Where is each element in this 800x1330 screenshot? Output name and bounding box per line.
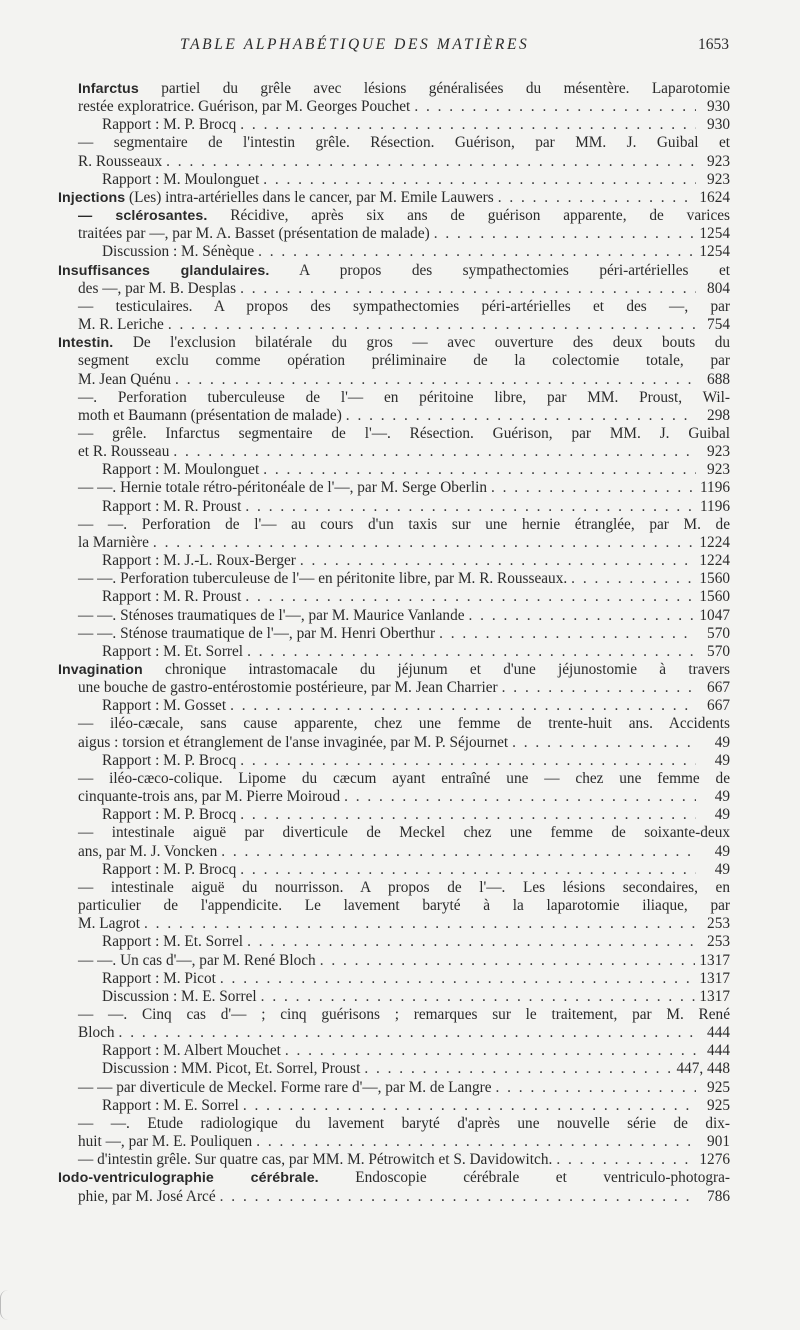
index-line <box>58 516 730 534</box>
entry-body: — —. Hernie totale rétro-péritonéale de l'—, par M. Serge Oberlin <box>78 479 487 497</box>
index-line <box>58 1115 730 1133</box>
leader-dots <box>285 1042 696 1060</box>
leader-dots <box>173 443 696 461</box>
index-line <box>58 970 730 988</box>
entry-body: Discussion : MM. Picot, Et. Sorrel, Proust <box>102 1060 361 1078</box>
leader-dots <box>491 479 696 497</box>
entry-body: traitées par —, par M. A. Basset (présentation de malade) <box>78 225 430 243</box>
index-line <box>58 153 730 171</box>
entry-text <box>58 262 730 280</box>
entry-body: Rapport : M. Picot <box>102 969 216 987</box>
entry-body: partiel du grêle avec lésions généralisées du mésentère. Laparotomie <box>138 80 730 97</box>
index-line <box>58 425 730 443</box>
index-line <box>58 1133 730 1151</box>
index-line <box>58 389 730 407</box>
entry-page-ref: 923 <box>707 152 730 170</box>
entry-text <box>78 80 730 98</box>
entry-page-ref: 253 <box>707 915 730 933</box>
entry-text <box>102 171 259 189</box>
entry-text <box>78 788 340 806</box>
index-line <box>58 715 730 733</box>
index-line <box>58 552 730 570</box>
entry-page-ref: 1276 <box>699 1151 730 1169</box>
entry-text <box>102 933 243 951</box>
entry-page-ref: 923 <box>707 461 730 479</box>
index-line <box>58 498 730 516</box>
index-line <box>58 371 730 389</box>
leader-dots <box>240 752 696 770</box>
entry-body: Rapport : M. Gosset <box>102 697 227 715</box>
entry-body: — grêle. Infarctus segmentaire de l'—. Résection. Guérison, par MM. J. Guibal <box>78 424 730 442</box>
index-line <box>58 171 730 189</box>
entry-page-ref: 1624 <box>699 188 730 206</box>
leader-dots <box>153 534 695 552</box>
entry-text <box>78 407 342 425</box>
leader-dots <box>496 1079 697 1097</box>
entry-body: — intestinale aiguë par diverticule de Meckel chez une femme de soixante-deux <box>78 824 730 842</box>
entry-text <box>78 1115 730 1133</box>
entry-body: Bloch <box>78 1024 115 1042</box>
entry-text <box>102 1097 239 1115</box>
index-line <box>58 570 730 588</box>
leader-dots <box>168 316 696 334</box>
index-line <box>58 225 730 243</box>
index-line <box>58 770 730 788</box>
entry-body: huit —, par M. E. Pouliquen <box>78 1133 253 1151</box>
entry-body: M. R. Leriche <box>78 316 164 334</box>
entry-body: — —. Perforation de l'— au cours d'un taxis sur une hernie étranglée, par M. de <box>78 515 730 533</box>
entry-text <box>78 534 149 552</box>
index-line <box>58 625 730 643</box>
entry-text <box>78 280 236 298</box>
entry-page-ref: 444 <box>707 1042 730 1060</box>
entry-body: Rapport : M. Et. Sorrel <box>102 642 244 660</box>
entry-text <box>78 1024 115 1042</box>
entry-body: Rapport : M. P. Brocq <box>102 806 237 824</box>
leader-dots <box>230 697 696 715</box>
leader-dots <box>221 843 696 861</box>
entry-page-ref: 930 <box>707 116 730 134</box>
leader-dots <box>240 116 696 134</box>
index-line <box>58 407 730 425</box>
entry-heading: — sclérosantes. <box>78 208 208 225</box>
index-line <box>58 316 730 334</box>
entry-body: Rapport : M. Moulonguet <box>102 170 260 188</box>
entry-text <box>78 843 217 861</box>
entry-text <box>102 643 243 661</box>
entry-text <box>78 516 730 534</box>
index-line <box>58 1097 730 1115</box>
index-line <box>58 334 730 352</box>
leader-dots <box>414 98 696 116</box>
entry-page-ref: 1560 <box>699 570 730 588</box>
entry-text <box>78 1188 216 1206</box>
entry-body: Rapport : M. E. Sorrel <box>102 1096 239 1114</box>
leader-dots <box>556 1151 695 1169</box>
leader-dots <box>175 371 696 389</box>
entry-text <box>58 189 494 207</box>
index-line <box>58 915 730 933</box>
leader-dots <box>247 933 696 951</box>
entry-page-ref: 1224 <box>699 552 730 570</box>
entry-text <box>102 498 241 516</box>
entry-text <box>78 1079 492 1097</box>
index-line <box>58 861 730 879</box>
entry-text <box>102 588 241 606</box>
entry-text <box>102 861 236 879</box>
leader-dots <box>240 280 696 298</box>
entry-page-ref: 923 <box>707 170 730 188</box>
entry-text <box>78 443 169 461</box>
entry-heading: Iodo-ventriculographie cérébrale. <box>58 1170 319 1187</box>
leader-dots <box>240 861 696 879</box>
entry-page-ref: 804 <box>707 279 730 297</box>
index-line <box>58 98 730 116</box>
entry-page-ref: 1317 <box>699 951 730 969</box>
leader-dots <box>263 461 696 479</box>
page-edge-mark <box>0 1290 9 1320</box>
entry-body: — iléo-cæcale, sans cause apparente, chez une femme de trente-huit ans. Accidents <box>78 715 730 733</box>
leader-dots <box>439 625 696 643</box>
entry-text <box>78 153 162 171</box>
entry-body: Récidive, après six ans de guérison apparente, de varices <box>207 207 730 225</box>
entry-page-ref: 901 <box>707 1133 730 1151</box>
entry-body: A propos des sympathectomies péri-artérielles et <box>269 261 730 279</box>
entry-page-ref: 754 <box>707 316 730 334</box>
entry-text <box>78 316 164 334</box>
entry-page-ref: 447, 448 <box>676 1060 730 1078</box>
index-line <box>58 933 730 951</box>
entry-body: Rapport : M. P. Brocq <box>102 751 237 769</box>
entry-body: moth et Baumann (présentation de malade) <box>78 406 342 424</box>
entry-text <box>78 352 730 370</box>
entry-body: Rapport : M. Moulonguet <box>102 461 260 479</box>
entry-body: chronique intrastomacale du jéjunum et d'une jéjunostomie à travers <box>142 661 730 678</box>
entry-text <box>78 1006 730 1024</box>
entry-page-ref: 49 <box>714 806 730 824</box>
entry-page-ref: 49 <box>714 751 730 769</box>
entry-text <box>78 770 730 788</box>
entry-body: — d'intestin grêle. Sur quatre cas, par MM. M. Pétrowitch et S. Davidowitch. <box>78 1151 553 1169</box>
leader-dots <box>512 734 696 752</box>
index-line <box>58 243 730 261</box>
index-line <box>58 879 730 897</box>
entry-text <box>78 879 730 897</box>
entry-body: — —. Sténose traumatique de l'—, par M. Henri Oberthur <box>78 624 436 642</box>
entry-text <box>78 915 140 933</box>
index-line <box>58 643 730 661</box>
leader-dots <box>502 679 696 697</box>
index-line <box>58 298 730 316</box>
entry-body: cinquante-trois ans, par M. Pierre Moiroud <box>78 788 341 806</box>
entry-body: — —. Cinq cas d'— ; cinq guérisons ; remarques sur le traitement, par M. René <box>78 1005 730 1023</box>
index-line <box>58 806 730 824</box>
leader-dots <box>220 1188 696 1206</box>
leader-dots <box>245 588 695 606</box>
index-line <box>58 189 730 207</box>
index-entries <box>58 80 730 1206</box>
entry-body: Rapport : M. R. Proust <box>102 497 242 515</box>
index-line <box>58 824 730 842</box>
entry-page-ref: 1560 <box>699 588 730 606</box>
entry-text <box>78 824 730 842</box>
entry-page-ref: 49 <box>714 860 730 878</box>
entry-body: ans, par M. J. Voncken <box>78 842 218 860</box>
index-line <box>58 897 730 915</box>
entry-body: R. Rousseaux <box>78 152 163 170</box>
entry-page-ref: 1254 <box>699 225 730 243</box>
entry-page-ref: 1254 <box>699 243 730 261</box>
index-line <box>58 1079 730 1097</box>
leader-dots <box>498 189 696 207</box>
entry-text <box>102 1060 360 1078</box>
entry-page-ref: 49 <box>714 842 730 860</box>
entry-page-ref: 667 <box>707 697 730 715</box>
entry-heading: Injections <box>58 189 126 206</box>
entry-text <box>78 479 487 497</box>
leader-dots <box>469 607 696 625</box>
entry-body: Rapport : M. Albert Mouchet <box>102 1042 281 1060</box>
entry-text <box>78 389 730 407</box>
entry-text <box>78 679 498 697</box>
entry-body: — —. Sténoses traumatiques de l'—, par M. Maurice Vanlande <box>78 606 465 624</box>
entry-page-ref: 253 <box>707 933 730 951</box>
entry-page-ref: 1317 <box>699 987 730 1005</box>
entry-page-ref: 49 <box>714 788 730 806</box>
leader-dots <box>119 1024 696 1042</box>
index-line <box>58 352 730 370</box>
entry-body: aigus : torsion et étranglement de l'anse invaginée, par M. P. Séjournet <box>78 733 509 751</box>
entry-body: restée exploratrice. Guérison, par M. Georges Pouchet <box>78 98 411 116</box>
index-line <box>58 1169 730 1187</box>
entry-text <box>78 897 730 915</box>
entry-body: et R. Rousseau <box>78 443 170 461</box>
entry-body: —. Perforation tuberculeuse de l'— en péritoine libre, par MM. Proust, Wil- <box>78 388 730 406</box>
index-line <box>58 134 730 152</box>
leader-dots <box>247 643 696 661</box>
leader-dots <box>258 243 695 261</box>
entry-body: — —. Perforation tuberculeuse de l'— en péritonite libre, par M. R. Rousseaux. <box>78 570 568 588</box>
index-line <box>58 588 730 606</box>
entry-page-ref: 49 <box>714 733 730 751</box>
page-header <box>0 36 800 58</box>
entry-page-ref: 1317 <box>699 969 730 987</box>
entry-page-ref: 786 <box>707 1187 730 1205</box>
index-line <box>58 1042 730 1060</box>
entry-body: Rapport : M. P. Brocq <box>102 116 237 134</box>
index-line <box>58 280 730 298</box>
index-line <box>58 207 730 225</box>
entry-text <box>102 461 259 479</box>
entry-body: segment exclu comme opération préliminaire de la colectomie totale, par <box>78 352 730 370</box>
entry-text <box>102 988 257 1006</box>
leader-dots <box>245 498 696 516</box>
leader-dots <box>571 570 695 588</box>
entry-page-ref: 1196 <box>699 479 730 497</box>
entry-page-ref: 1196 <box>699 497 730 515</box>
entry-text <box>78 98 410 116</box>
index-line <box>58 734 730 752</box>
leader-dots <box>220 970 696 988</box>
entry-page-ref: 923 <box>707 443 730 461</box>
entry-body: — —. Un cas d'—, par M. René Bloch <box>78 951 316 969</box>
entry-page-ref: 298 <box>707 406 730 424</box>
index-line <box>58 1060 730 1078</box>
entry-body: (Les) intra-artérielles dans le cancer, par M. Emile Lauwers <box>125 188 494 206</box>
entry-body: Rapport : M. P. Brocq <box>102 860 237 878</box>
index-line <box>58 607 730 625</box>
entry-text <box>102 970 216 988</box>
index-line <box>58 788 730 806</box>
entry-page-ref: 925 <box>707 1096 730 1114</box>
entry-body: la Marnière <box>78 533 149 551</box>
index-line <box>58 661 730 679</box>
entry-body: phie, par M. José Arcé <box>78 1187 216 1205</box>
leader-dots <box>166 153 696 171</box>
entry-text <box>102 752 236 770</box>
entry-body: — segmentaire de l'intestin grêle. Résection. Guérison, par MM. J. Guibal et <box>78 134 730 152</box>
entry-text <box>78 952 316 970</box>
index-line <box>58 80 730 98</box>
leader-dots <box>240 806 696 824</box>
index-line <box>58 461 730 479</box>
index-line <box>58 1188 730 1206</box>
entry-body: Rapport : M. J.-L. Roux-Berger <box>102 552 296 570</box>
index-line <box>58 952 730 970</box>
entry-heading: Infarctus <box>78 81 139 97</box>
index-line <box>58 752 730 770</box>
entry-page-ref: 688 <box>707 370 730 388</box>
entry-body: M. Jean Quénu <box>78 370 172 388</box>
entry-page-ref: 444 <box>707 1024 730 1042</box>
index-line <box>58 1024 730 1042</box>
entry-text <box>58 1169 730 1187</box>
entry-body: Rapport : M. R. Proust <box>102 588 242 606</box>
entry-text <box>102 552 296 570</box>
entry-body: — intestinale aiguë du nourrisson. A propos de l'—. Les lésions secondaires, en <box>78 878 730 896</box>
entry-text <box>78 1133 252 1151</box>
entry-heading: Insuffisances glandulaires. <box>58 262 270 279</box>
entry-body: — iléo-cæco-colique. Lipome du cæcum ayant entraîné une — chez une femme de <box>78 769 730 787</box>
entry-body: Rapport : M. Et. Sorrel <box>102 933 244 951</box>
entry-body: des —, par M. B. Desplas <box>78 279 237 297</box>
leader-dots <box>344 788 696 806</box>
index-line <box>58 1151 730 1169</box>
entry-text <box>102 116 236 134</box>
index-line <box>58 843 730 861</box>
entry-body: De l'exclusion bilatérale du gros — avec ouverture des deux bouts du <box>113 334 730 352</box>
entry-text <box>58 661 730 679</box>
index-line <box>58 988 730 1006</box>
entry-text <box>78 371 171 389</box>
entry-text <box>78 734 508 752</box>
entry-page-ref: 570 <box>707 624 730 642</box>
leader-dots <box>364 1060 672 1078</box>
leader-dots <box>346 407 696 425</box>
index-line <box>58 697 730 715</box>
entry-body: M. Lagrot <box>78 915 141 933</box>
entry-text <box>58 334 730 352</box>
leader-dots <box>144 915 696 933</box>
entry-body: Endoscopie cérébrale et ventriculo-photogra- <box>318 1169 730 1187</box>
entry-page-ref: 1224 <box>699 533 730 551</box>
entry-body: Discussion : M. E. Sorrel <box>102 987 257 1005</box>
index-line <box>58 479 730 497</box>
entry-text <box>102 1042 281 1060</box>
page-number: 1653 <box>698 36 729 53</box>
index-line <box>58 116 730 134</box>
entry-text <box>102 697 226 715</box>
entry-heading: Invagination <box>58 662 143 678</box>
entry-text <box>78 625 435 643</box>
leader-dots <box>263 171 696 189</box>
entry-body: une bouche de gastro-entérostomie postérieure, par M. Jean Charrier <box>78 679 498 697</box>
entry-body: — testiculaires. A propos des sympathectomies péri-artérielles et des —, par <box>78 297 730 315</box>
index-line <box>58 1006 730 1024</box>
leader-dots <box>434 225 696 243</box>
entry-page-ref: 570 <box>707 642 730 660</box>
leader-dots <box>320 952 696 970</box>
entry-text <box>102 243 254 261</box>
index-line <box>58 534 730 552</box>
entry-text <box>78 1151 552 1169</box>
leader-dots <box>261 988 696 1006</box>
entry-body: — — par diverticule de Meckel. Forme rare d'—, par M. de Langre <box>78 1078 492 1096</box>
entry-text <box>78 570 567 588</box>
entry-page-ref: 925 <box>707 1078 730 1096</box>
entry-body: particulier de l'appendicite. Le lavement baryté à la laparotomie iliaque, par <box>78 897 730 915</box>
entry-body: — —. Etude radiologique du lavement baryté d'après une nouvelle série de dix- <box>78 1114 730 1132</box>
index-line <box>58 679 730 697</box>
index-line <box>58 443 730 461</box>
index-line <box>58 262 730 280</box>
entry-text <box>78 134 730 152</box>
entry-page-ref: 1047 <box>699 606 730 624</box>
entry-text <box>78 715 730 733</box>
entry-text <box>102 806 236 824</box>
leader-dots <box>243 1097 696 1115</box>
entry-page-ref: 930 <box>707 98 730 116</box>
entry-text <box>78 207 730 225</box>
entry-heading: Intestin. <box>58 335 114 352</box>
leader-dots <box>300 552 696 570</box>
entry-text <box>78 607 465 625</box>
running-title: TABLE ALPHABÉTIQUE DES MATIÈRES <box>180 36 530 53</box>
entry-text <box>78 298 730 316</box>
leader-dots <box>256 1133 696 1151</box>
entry-body: Discussion : M. Sénèque <box>102 243 255 261</box>
entry-page-ref: 667 <box>707 679 730 697</box>
entry-text <box>78 425 730 443</box>
entry-text <box>78 225 430 243</box>
